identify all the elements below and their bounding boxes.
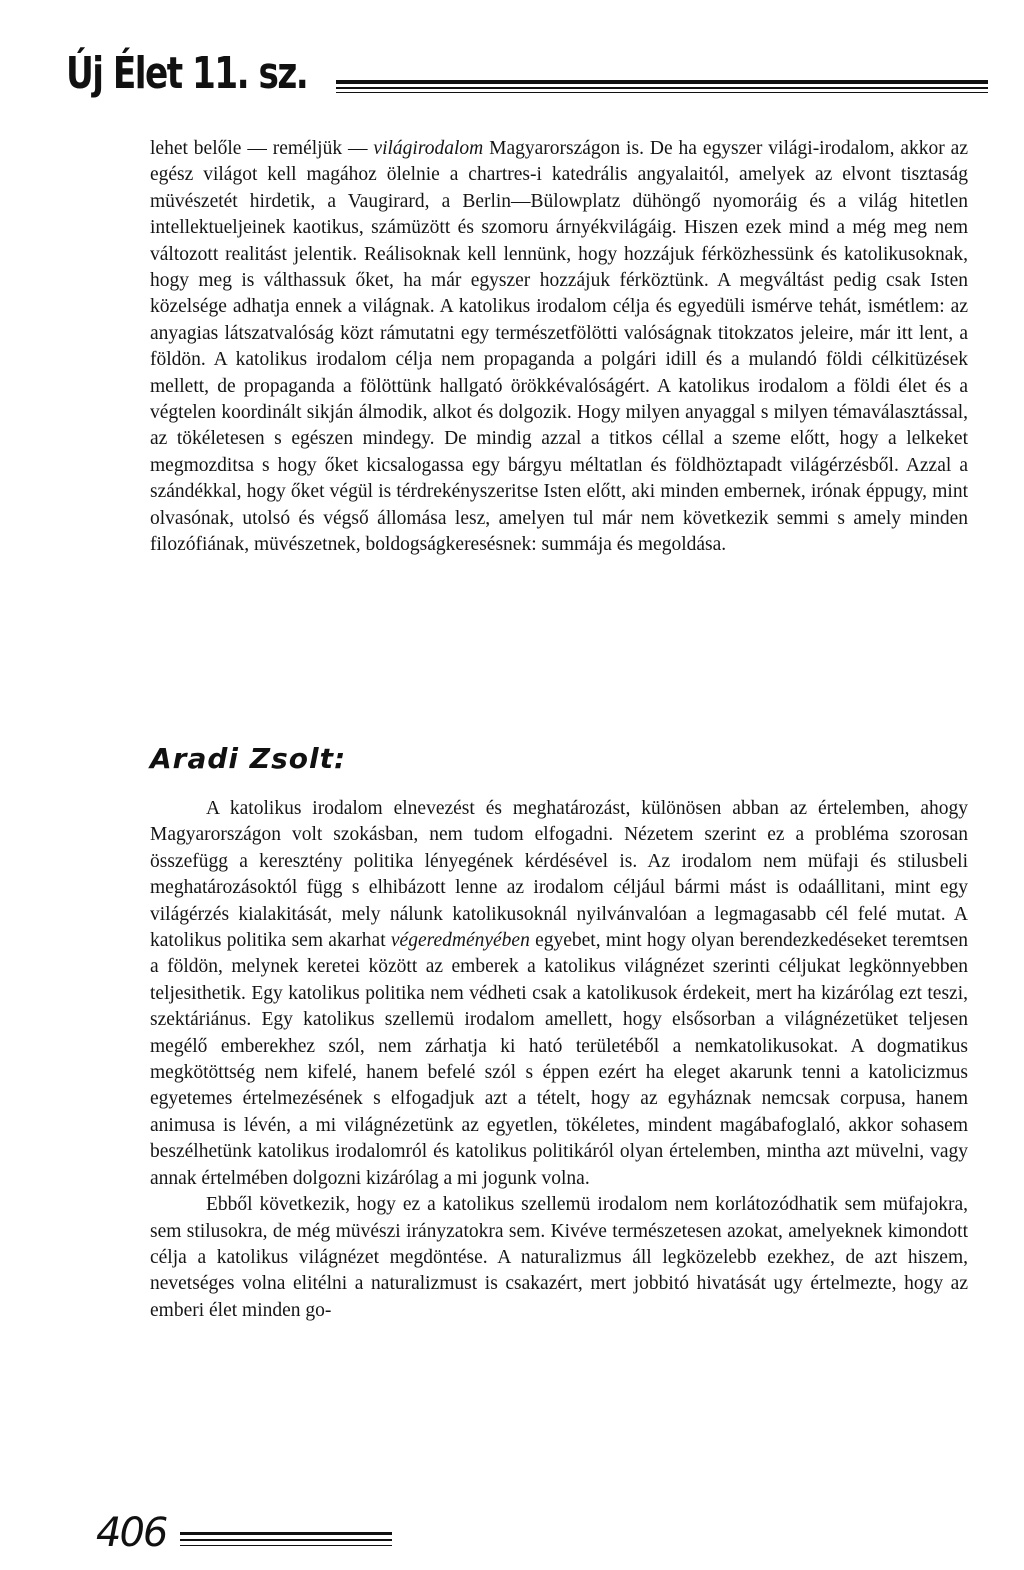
emphasis: világirodalom	[373, 138, 484, 159]
header-rule-thick	[336, 80, 988, 84]
footer-rule-thick	[180, 1532, 392, 1535]
page-number: 406	[96, 1510, 167, 1556]
essay-continuation	[150, 136, 968, 559]
header-rule-thin	[336, 92, 988, 93]
paragraph: Ebből következik, hogy ez a katolikus szellemü irodalom nem korlátozódhatik sem müfajokra, sem stilusokra, de még müvészi irányzatokra sem. Kivéve természetesen azokat, amelyeknek kimondott célja a katolikus világnézet megdöntése. A naturalizmus áll legközelebb ezekhez, de azt hiszem, nevetséges volna elitélni a naturalizmust is csakazért, mert jobbitó hivatását ugy értelmezte, hogy az emberi élet minden go-	[150, 1194, 968, 1321]
page-footer	[96, 1510, 396, 1560]
masthead	[66, 42, 986, 112]
footer-rule-medium	[180, 1539, 392, 1541]
text-run: egyebet, mint hogy olyan berendezkedéseket teremtsen a földön, melynek keretei között az emberek a katolikus világnézet szerinti céljukat legkönnyebben teljesithetik. Egy katolikus politika nem védheti csak a katolikusok érdekeit, mert ha kizárólag ezt teszi, szektáriánus. Egy katolikus szellemü irodalom amellett, hogy elsősorban a világnézetüket teljesen megélő emberekhez szól, nem zárhatja ki ható területéből a nemkatolikusokat. A dogmatikus megkötöttség nem kifelé, hanem befelé szól s éppen ezért ha eleget akarunk tenni a katolicizmus egyetemes értelmezésének s elfogadjuk azt a tételt, hogy az egyháznak nemcsak corpusa, hanem animusa is lévén, a mi világnézetünk az egyetlen, tökéletes, mindent magábafoglaló, akkor sohasem beszélhetünk katolikus irodalomról és katolikus politikáról olyan értelemben, mintha azt müvelni, vagy annak értelmében dolgozni kizárólag a mi jogunk volna.	[150, 930, 968, 1189]
essay-aradi	[150, 796, 968, 1324]
emphasis: végeredményében	[390, 930, 530, 952]
text-run: lehet belőle — reméljük —	[150, 138, 374, 159]
header-rule-medium	[336, 87, 988, 89]
footer-rule	[180, 1532, 392, 1550]
text-run: A katolikus irodalom elnevezést és meghatározást, különösen abban az értelemben, ahogy Magyarországon volt szokásban, nem tudom elfogadni. Nézetem szerint ez a probléma szorosan összefügg a keresztény politika lényegének kérdésével is. Az irodalom nem müfaji és stilusbeli meghatározásoktól függ s elhibázott lenne az irodalom céljául bármi mást is odaállitani, mint egy világérzés kialakitását, mely nálunk katolikusoknál nyilvánvalóan a legmagasabb cél felé mutat. A katolikus politika sem akarhat	[150, 798, 968, 952]
author-heading: Aradi Zsolt:	[150, 742, 347, 775]
paragraph	[150, 796, 968, 1192]
paragraph	[150, 136, 968, 559]
journal-title: Új Élet 11. sz.	[66, 48, 308, 99]
text-run: Magyarországon is. De ha egyszer világi-irodalom, akkor az egész világot kell magához ölelnie a chartres-i katedrális angyalaitól, amelyek az elvont tisztaság müvészetét hirdetik, a Vaugirard, a Berlin—Bülowplatz dühöngő nyomoráig és a világ hitetlen intellektueljeinek kaotikus, számüzött és szomoru árnyékvilágáig. Hiszen ezek mind a még meg nem változott realitást jelentik. Reálisoknak kell lennünk, hogy hozzájuk férközhessünk és katolikusoknak, hogy meg is válthassuk őket, ha már egyszer hozzájuk férköztünk. A megváltást pedig csak Isten közelsége adhatja ennek a világnak. A katolikus irodalom célja és egyedüli ismérve tehát, ismétlem: az anyagias látszatvalóság közt rámutatni egy természetfölötti valóságnak titokzatos jeleire, már itt lent, a földön. A katolikus irodalom célja nem propaganda a polgári idill és a mulandó földi célkitüzések mellett, de propaganda a fölöttünk hallgató örökkévalóságért. A katolikus irodalom a földi élet és a végtelen koordinált sikján álmodik, alkot és dolgozik. Hogy milyen anyaggal s milyen témaválasztással, az tökéletesen s egészen mindegy. De mindig azzal a titkos céllal a szeme előtt, hogy a lelkeket megmozditsa s hogy őket kicsalogassa egy bárgyu méltatlan és földhöztapadt világérzésből. Azzal a szándékkal, hogy őket végül is térdrekényszeritse Isten előtt, aki minden embernek, irónak éppugy, mint olvasónak, utolsó és végső állomása lesz, amelyen tul már nem következik semmi s amely minden filozófiának, müvészetnek, boldogságkeresésnek: summája és megoldása.	[150, 138, 968, 556]
footer-rule-thin	[180, 1545, 392, 1546]
header-rule	[336, 80, 988, 93]
